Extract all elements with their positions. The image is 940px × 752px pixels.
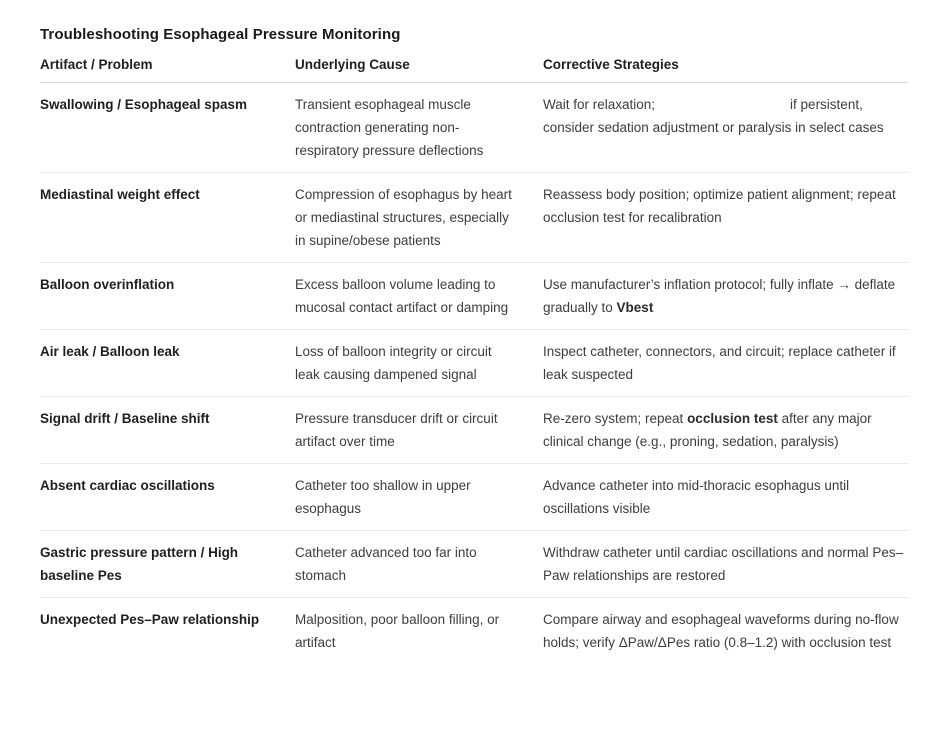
strategy-segment: Compare airway and esophageal waveforms during no-flow holds; verify ΔPaw/ΔPes ratio (0.8–1.2) with occlusion test: [543, 612, 899, 650]
column-header-corrective-strategies: Corrective Strategies: [543, 57, 679, 72]
table-row: [40, 397, 908, 464]
cell-artifact-problem: Air leak / Balloon leak: [40, 344, 180, 359]
cell-underlying-cause: Pressure transducer drift or circuit artifact over time: [295, 411, 498, 449]
strategy-segment: Use manufacturer’s inflation protocol; fully inflate → deflate gradually to: [543, 277, 896, 315]
strategy-segment: Re-zero system; repeat: [543, 411, 688, 426]
cell-artifact-problem: Unexpected Pes–Paw relationship: [40, 612, 260, 627]
column-header-underlying-cause: Underlying Cause: [295, 57, 410, 72]
column-header-artifact-problem: Artifact / Problem: [40, 57, 153, 72]
cell-corrective-strategy: [543, 541, 908, 587]
cell-underlying-cause: Malposition, poor balloon filling, or artifact: [295, 612, 500, 650]
cell-artifact-problem: Absent cardiac oscillations: [40, 478, 215, 493]
cell-corrective-strategy: [543, 93, 908, 162]
table-row: [40, 330, 908, 397]
table-row: [40, 83, 908, 173]
cell-corrective-strategy: [543, 340, 908, 386]
table-body: [40, 83, 908, 664]
cell-corrective-strategy: [543, 183, 908, 252]
cell-underlying-cause: Loss of balloon integrity or circuit leak causing dampened signal: [295, 344, 492, 382]
cell-corrective-strategy: [543, 273, 908, 319]
strategy-segment: Advance catheter into mid-thoracic esophagus until oscillations visible: [543, 478, 850, 516]
cell-corrective-strategy: [543, 608, 908, 654]
cell-underlying-cause: Transient esophageal muscle contraction generating non-respiratory pressure deflections: [295, 97, 484, 158]
strategy-segment: Wait for relaxation;: [543, 97, 656, 112]
cell-underlying-cause: Catheter advanced too far into stomach: [295, 545, 477, 583]
table-row: [40, 464, 908, 531]
table-row: [40, 531, 908, 598]
strategy-segment: Vbest: [616, 300, 654, 315]
strategy-segment: occlusion test: [687, 411, 778, 426]
cell-artifact-problem: Balloon overinflation: [40, 277, 175, 292]
strategy-segment: after any major clinical change (e.g., proning, sedation, paralysis): [543, 411, 872, 449]
cell-artifact-problem: Signal drift / Baseline shift: [40, 411, 210, 426]
table-row: [40, 598, 908, 664]
strategy-segment: Withdraw catheter until cardiac oscillations and normal Pes–Paw relationships are restored: [543, 545, 904, 583]
cell-corrective-strategy: [543, 474, 908, 520]
cell-underlying-cause: Compression of esophagus by heart or mediastinal structures, especially in supine/obese patients: [295, 187, 512, 248]
table-row: [40, 173, 908, 263]
table-row: [40, 263, 908, 330]
cell-underlying-cause: Catheter too shallow in upper esophagus: [295, 478, 471, 516]
redacted-gap: [655, 108, 790, 109]
table-header: [40, 56, 908, 83]
cell-corrective-strategy: [543, 407, 908, 453]
cell-artifact-problem: Gastric pressure pattern / High baseline Pes: [40, 545, 239, 583]
cell-artifact-problem: Mediastinal weight effect: [40, 187, 200, 202]
strategy-segment: Reassess body position; optimize patient alignment; repeat occlusion test for recalibration: [543, 187, 896, 225]
cell-underlying-cause: Excess balloon volume leading to mucosal contact artifact or damping: [295, 277, 509, 315]
strategy-segment: Inspect catheter, connectors, and circuit; replace catheter if leak suspected: [543, 344, 896, 382]
page-title: Troubleshooting Esophageal Pressure Monitoring: [40, 26, 401, 43]
cell-artifact-problem: Swallowing / Esophageal spasm: [40, 97, 248, 112]
strategy-segment: if persistent, consider sedation adjustment or paralysis in select cases: [543, 97, 884, 135]
